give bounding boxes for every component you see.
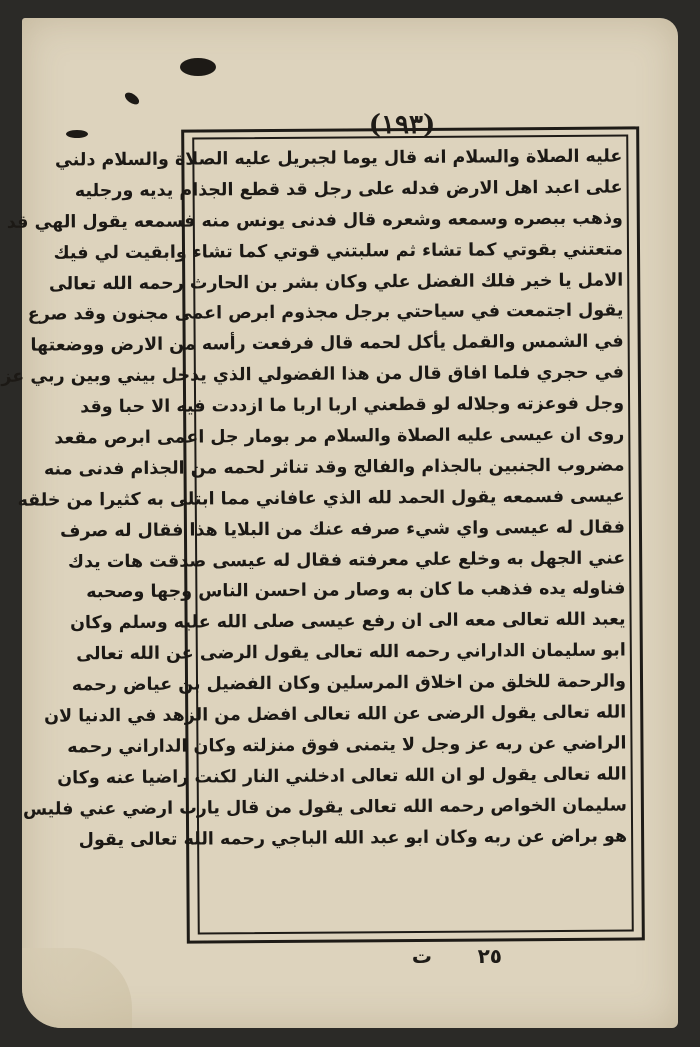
text-frame <box>1 126 645 943</box>
text-line: الله تعالى يقول لو ان الله تعالى ادخلني النار لكنت راضيا عنه وكان <box>57 764 627 789</box>
manuscript-page <box>1 18 678 1028</box>
text-line: روى ان عيسى عليه الصلاة والسلام مر بومار جل اعمى ابرص مقعد <box>54 424 625 449</box>
text-line: الامل يا خير فلك الفضل علي وكان بشر بن الحارث رحمه الله تعالى <box>48 270 624 295</box>
text-line: ابو سليمان الداراني رحمه الله تعالى يقول الرضى عن الله تعالى <box>76 640 626 665</box>
text-line: فناوله يده فذهب ما كان به وصار من احسن الناس وجها وصحبه <box>86 578 626 603</box>
text-line: يقول اجتمعت في سياحتي برجل مجذوم ابرص اعمى مجنون وقد صرع <box>27 300 624 326</box>
text-line: على اعبد اهل الارض فدله على رجل قد قطع الجذام يديه ورجليه <box>74 177 623 202</box>
page-footer <box>382 944 542 974</box>
text-line: الله تعالى يقول الرضى عن الله تعالى افضل من الزهد في الدنيا لان <box>44 702 627 727</box>
ink-blot-top <box>180 58 216 76</box>
text-line: في حجري فلما افاق قال من هذا الفضولي الذي يدخل بيني وبين ربي عز <box>1 362 624 388</box>
text-line: وذهب ببصره وسمعه وشعره قال فدنى يونس منه فسمعه يقول الهي قد <box>6 208 623 233</box>
text-line: هو براض عن ربه وكان ابو عبد الله الباجي رحمه الله تعالى يقول <box>78 826 628 850</box>
page-corner-fold <box>22 948 132 1028</box>
text-line: والرحمة للخلق من اخلاق المرسلين وكان الفضيل بن عياض رحمه <box>71 671 627 696</box>
signature-number: ٢٥ <box>477 944 502 968</box>
text-line: فقال له عيسى واي شيء صرفه عنك من البلايا هذا فقال له صرف <box>60 517 626 542</box>
text-line: وجل فوعزته وجلاله لو قطعني اربا اربا ما ازددت فيه الا حبا وقد <box>80 393 625 418</box>
text-line: متعتني بقوتي كما تشاء ثم سلبتني قوتي كما تشاء وابقيت لي فيك <box>53 239 624 264</box>
signature-mark: ت <box>411 944 432 968</box>
page-number: (١٩٣) <box>368 110 436 140</box>
text-block <box>1 142 628 931</box>
text-line: عني الجهل به وخلع علي معرفته فقال له عيسى صدقت هات يدك <box>67 548 626 572</box>
ink-dot-left <box>66 130 88 138</box>
text-line: عيسى فسمعه يقول الحمد لله الذي عافاني مما ابتلى به كثيرا من خلقه <box>17 486 625 511</box>
text-line: سليمان الخواص رحمه الله تعالى يقول من قال يارب ارضي عني فليس <box>22 795 627 820</box>
text-line: يعبد الله تعالى معه الى ان رفع عيسى صلى الله عليه وسلم وكان <box>70 609 626 634</box>
text-line: عليه الصلاة والسلام انه قال يوما لجبريل عليه الصلاة والسلام دلني <box>54 146 623 171</box>
text-line: الراضي عن ربه عز وجل لا يتمنى فوق منزلته وكان الداراني رحمه <box>67 733 627 758</box>
text-line: مضروب الجنبين بالجذام والفالج وقد تناثر لحمه من الجذام فدنى منه <box>43 455 625 480</box>
text-line: في الشمس والقمل يأكل لحمه قال فرفعت رأسه من الارض ووضعتها <box>30 331 624 357</box>
ink-mark-left <box>123 90 141 107</box>
